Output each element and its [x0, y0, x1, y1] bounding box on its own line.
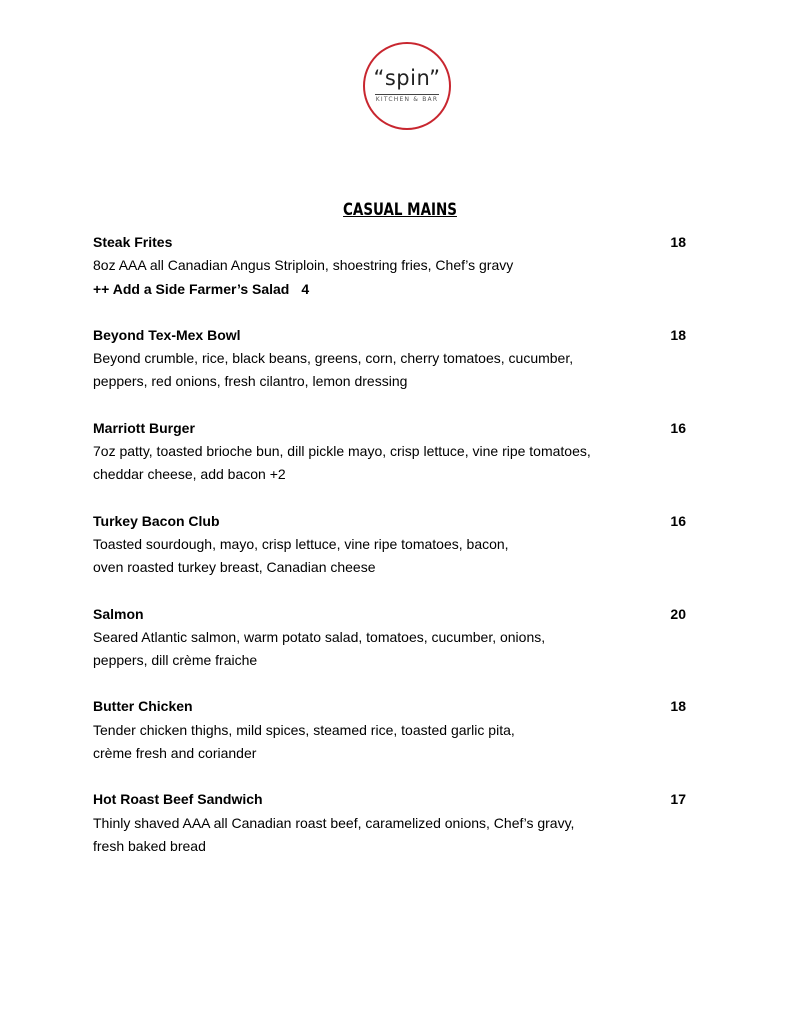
menu-item: [93, 231, 686, 301]
item-price: 20: [670, 605, 686, 622]
item-name: Marriott Burger: [93, 419, 195, 436]
item-description: peppers, dill crème fraiche: [93, 652, 258, 669]
logo-wordmark: “spin”: [373, 66, 441, 90]
item-price: 18: [670, 698, 686, 715]
item-description: Tender chicken thighs, mild spices, steamed rice, toasted garlic pita,: [93, 721, 515, 738]
item-description: Beyond crumble, rice, black beans, greens, corn, cherry tomatoes, cucumber,: [93, 350, 574, 367]
menu-item: [93, 417, 686, 487]
menu-item: [93, 510, 686, 580]
addon-price: 4: [301, 280, 310, 297]
item-description: Toasted sourdough, mayo, crisp lettuce, vine ripe tomatoes, bacon,: [93, 535, 509, 552]
item-description: cheddar cheese, add bacon +2: [93, 466, 286, 483]
item-price: 16: [670, 512, 686, 529]
menu-item: [93, 603, 686, 673]
item-description: 8oz AAA all Canadian Angus Striploin, shoestring fries, Chef’s gravy: [93, 257, 514, 274]
item-description: peppers, red onions, fresh cilantro, lemon dressing: [93, 373, 408, 390]
item-price: 17: [670, 791, 686, 808]
item-name: Beyond Tex-Mex Bowl: [93, 326, 241, 343]
spin-logo: [363, 42, 451, 130]
item-price: 18: [670, 234, 686, 250]
menu-list: [93, 231, 686, 881]
menu-item: [93, 788, 686, 858]
item-description: Thinly shaved AAA all Canadian roast beef, caramelized onions, Chef’s gravy,: [93, 814, 575, 831]
logo-divider: [375, 94, 439, 95]
item-description: oven roasted turkey breast, Canadian cheese: [93, 559, 376, 576]
item-description: crème fresh and coriander: [93, 745, 257, 762]
item-name: Hot Roast Beef Sandwich: [93, 791, 263, 808]
addon-label: ++ Add a Side Farmer’s Salad: [93, 280, 290, 297]
item-name: Turkey Bacon Club: [93, 512, 220, 529]
item-name: Steak Frites: [93, 234, 173, 250]
menu-item: [93, 324, 686, 394]
section-title: CASUAL MAINS: [343, 200, 457, 220]
item-description: Seared Atlantic salmon, warm potato salad, tomatoes, cucumber, onions,: [93, 628, 546, 645]
item-name: Salmon: [93, 605, 144, 622]
item-description: 7oz patty, toasted brioche bun, dill pickle mayo, crisp lettuce, vine ripe tomatoes,: [93, 443, 591, 460]
item-addon: [93, 278, 686, 301]
logo-subtitle: KITCHEN & BAR: [375, 96, 439, 103]
item-price: 16: [670, 419, 686, 436]
item-description: fresh baked bread: [93, 837, 206, 854]
item-name: Butter Chicken: [93, 698, 193, 715]
item-price: 18: [670, 326, 686, 343]
menu-item: [93, 695, 686, 765]
